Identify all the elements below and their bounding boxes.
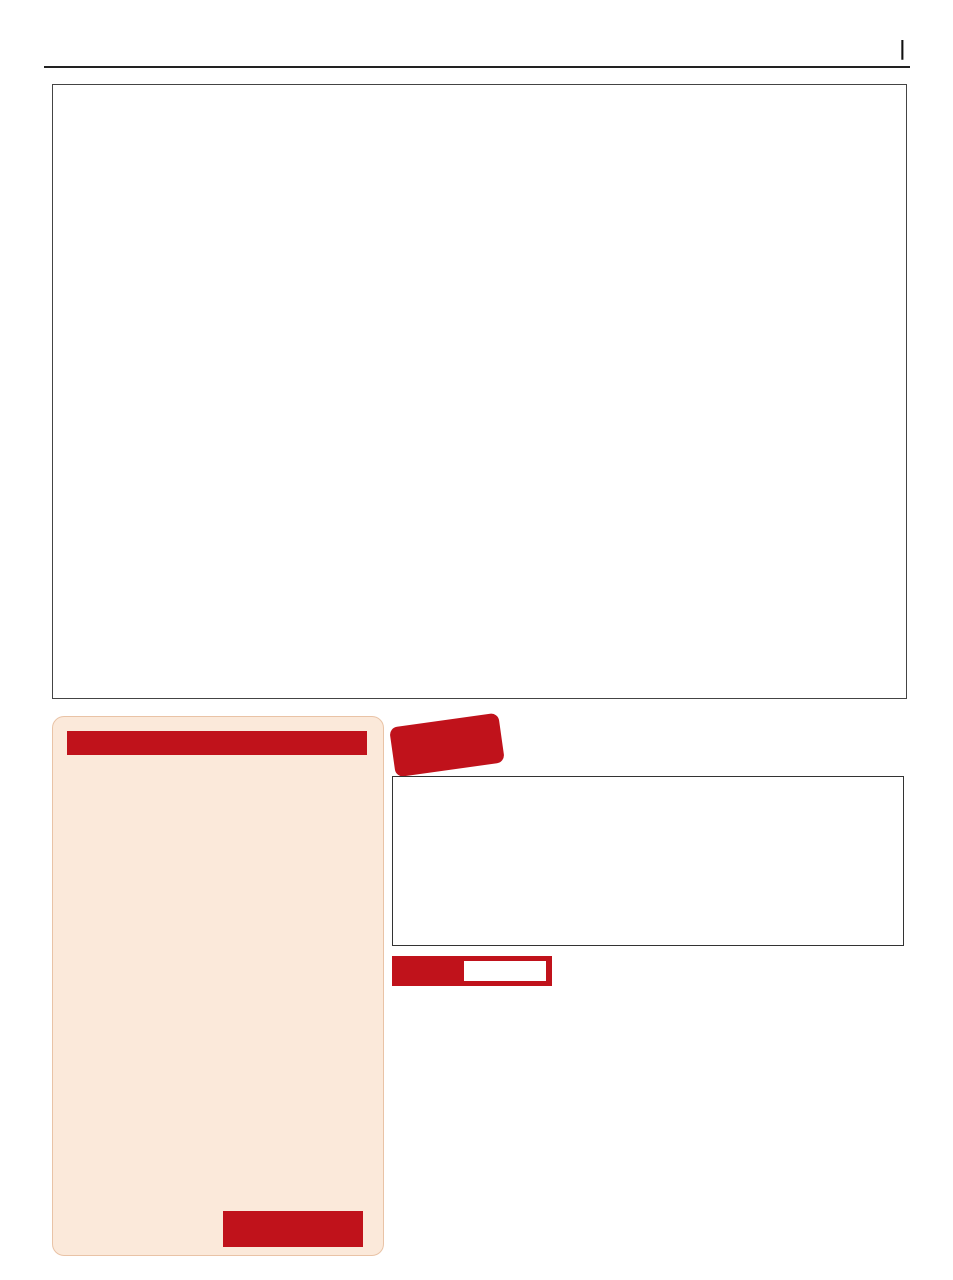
page-header — [44, 28, 910, 68]
right-column — [740, 1026, 900, 1034]
pl5-result — [223, 1211, 363, 1247]
left-column — [65, 797, 215, 809]
article-box — [392, 776, 904, 946]
pl3-analysis-panel — [52, 716, 384, 1256]
method-2 — [569, 783, 727, 787]
method-1 — [401, 783, 559, 787]
method-3 — [737, 783, 895, 787]
panel-title — [153, 731, 363, 733]
current-number — [65, 773, 77, 788]
trend-chart — [52, 84, 907, 699]
right-panel — [392, 716, 907, 1256]
lower-section — [52, 716, 907, 1256]
qxc-issue — [464, 961, 546, 981]
section-label: | — [898, 36, 906, 60]
panel-title-bar — [67, 731, 367, 755]
mid-column — [570, 1026, 730, 1030]
technique-badge — [389, 713, 505, 778]
qxc-title — [392, 956, 552, 986]
